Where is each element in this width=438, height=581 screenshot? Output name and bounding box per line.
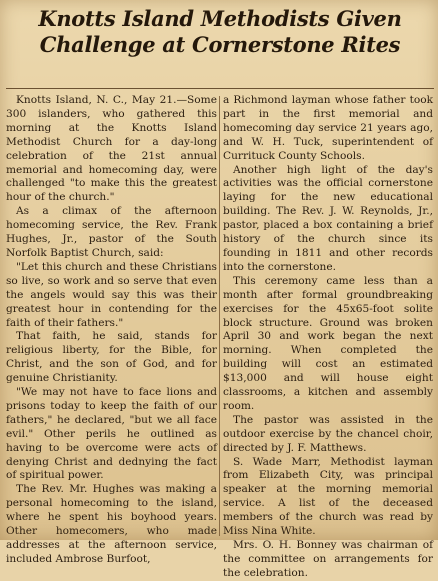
headline-line-2: Challenge at Cornerstone Rites [39, 32, 401, 57]
paragraph: Knotts Island, N. C., May 21.—Some 300 islanders, who gathered this morning at the Knotts Island Methodist Church for a day-long celebration of the 21st annual memorial and homecoming day, were challenged "to make this the greatest hour of the church." [6, 94, 217, 204]
article-column-right [223, 94, 433, 579]
headline [8, 6, 432, 58]
paragraph: Another high light of the day's activities was the official cornerstone laying for the new educational building. The Rev. J. W. Reynolds, Jr., pastor, placed a box containing a brief history of the church since its founding in 1811 and other records into the cornerstone. [223, 163, 433, 273]
column-divider [219, 96, 220, 536]
headline-rule [6, 88, 434, 89]
paragraph: This ceremony came less than a month after formal groundbreaking exercises for the 45x65-foot solite block structure. Ground was broken April 30 and work began the next morning. When completed the building will cost an estimated $13,000 and will house eight classrooms, a kitchen and assembly room. [223, 274, 433, 412]
paragraph: As a climax of the afternoon homecoming service, the Rev. Frank Hughes, Jr., pastor of the South Norfolk Baptist Church, said: [6, 205, 217, 259]
article-column-left [6, 94, 217, 565]
paragraph: "We may not have to face lions and prisons today to keep the faith of our fathers," he declared, "but we all face evil." Other perils he outlined as having to be overcome were acts of denying Christ and dednying the fact of spiritual power. [6, 386, 217, 482]
paragraph: Mrs. O. H. Bonney was chairman of the committee on arrangements for the celebration. [223, 539, 433, 579]
paragraph: The pastor was assisted in the outdoor exercise by the chancel choir, directed by J. F. Matthews. [223, 413, 433, 454]
paragraph: That faith, he said, stands for religious liberty, for the Bible, for Christ, and the son of God, and for genuine Christianity. [6, 330, 217, 385]
paragraph: a Richmond layman whose father took part in the first memorial and homecoming day service 21 years ago, and W. H. Tuck, superintendent of Currituck County Schools. [223, 94, 433, 162]
paragraph: S. Wade Marr, Methodist layman from Elizabeth City, was principal speaker at the morning memorial service. A list of the deceased members of the church was read by Miss Nina White. [223, 455, 433, 538]
headline-line-1: Knotts Island Methodists Given [38, 6, 402, 31]
paragraph: "Let this church and these Christians so live, so work and so serve that even the angels would say this was their greatest hour in contending for the faith of their fathers." [6, 260, 217, 329]
paragraph: The Rev. Mr. Hughes was making a personal homecoming to the island, where he spent his boyhood years. Other homecomers, who made addresses at the afternoon service, included Ambrose Burfoot, [6, 483, 217, 565]
